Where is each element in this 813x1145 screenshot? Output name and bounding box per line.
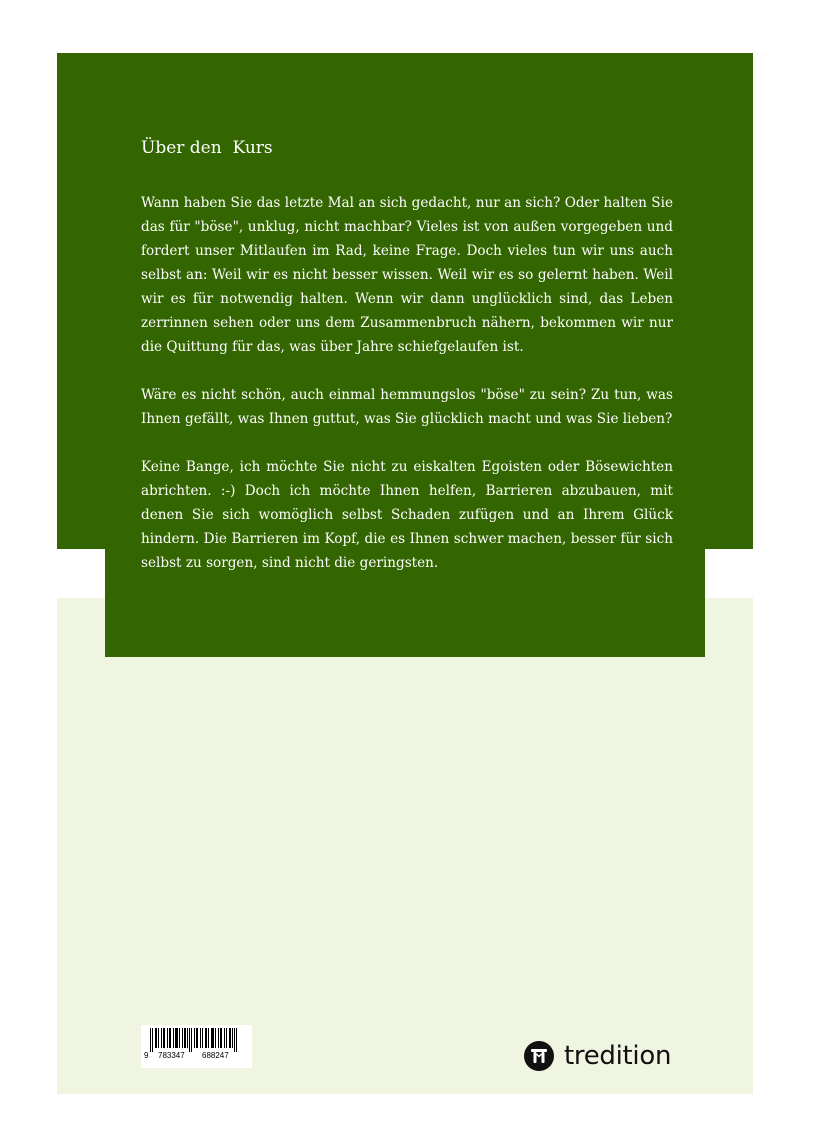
- blurb: [141, 136, 673, 599]
- isbn-barcode: [141, 1025, 252, 1068]
- barcode-left-digits: 783347: [158, 1051, 185, 1060]
- publisher-logo: [524, 1040, 671, 1072]
- publisher-name: tredition: [564, 1041, 672, 1071]
- barcode-first-digit: 9: [144, 1051, 149, 1060]
- barcode-right-digits: 688247: [202, 1051, 229, 1060]
- blurb-paragraph-2: Wäre es nicht schön, auch einmal hemmungslos "böse" zu sein? Zu tun, was Ihnen gefällt, was Ihnen guttut, was Sie glücklich macht und was Sie lieben?: [141, 387, 673, 427]
- blurb-paragraph-1: Wann haben Sie das letzte Mal an sich gedacht, nur an sich? Oder halten Sie das für "böse", unklug, nicht machbar? Vieles ist von außen vorgegeben und fordert unser Mitlaufen im Rad, keine Frage. Doch vieles tun wir uns auch selbst an: Weil wir es nicht besser wissen. Weil wir es so gelernt haben. Weil wir es für notwendig halten. Wenn wir dann unglücklich sind, das Leben zerrinnen sehen oder uns dem Zusammenbruch nähern, bekommen wir nur die Quittung für das, was über Jahre schiefgelaufen ist.: [141, 195, 673, 355]
- barcode-bars: [141, 1025, 252, 1068]
- blurb-paragraph-3: Keine Bange, ich möchte Sie nicht zu eiskalten Egoisten oder Bösewichten abrichten. :-) Doch ich möchte Ihnen helfen, Barrieren abzubauen, mit denen Sie sich womöglich selbst Schaden zufügen und an Ihrem Glück hindern. Die Barrieren im Kopf, die es Ihnen schwer machen, besser für sich selbst zu sorgen, sind nicht die geringsten.: [141, 459, 673, 571]
- blurb-heading: Über den Kurs: [141, 138, 273, 158]
- tredition-logo-icon: [524, 1041, 554, 1071]
